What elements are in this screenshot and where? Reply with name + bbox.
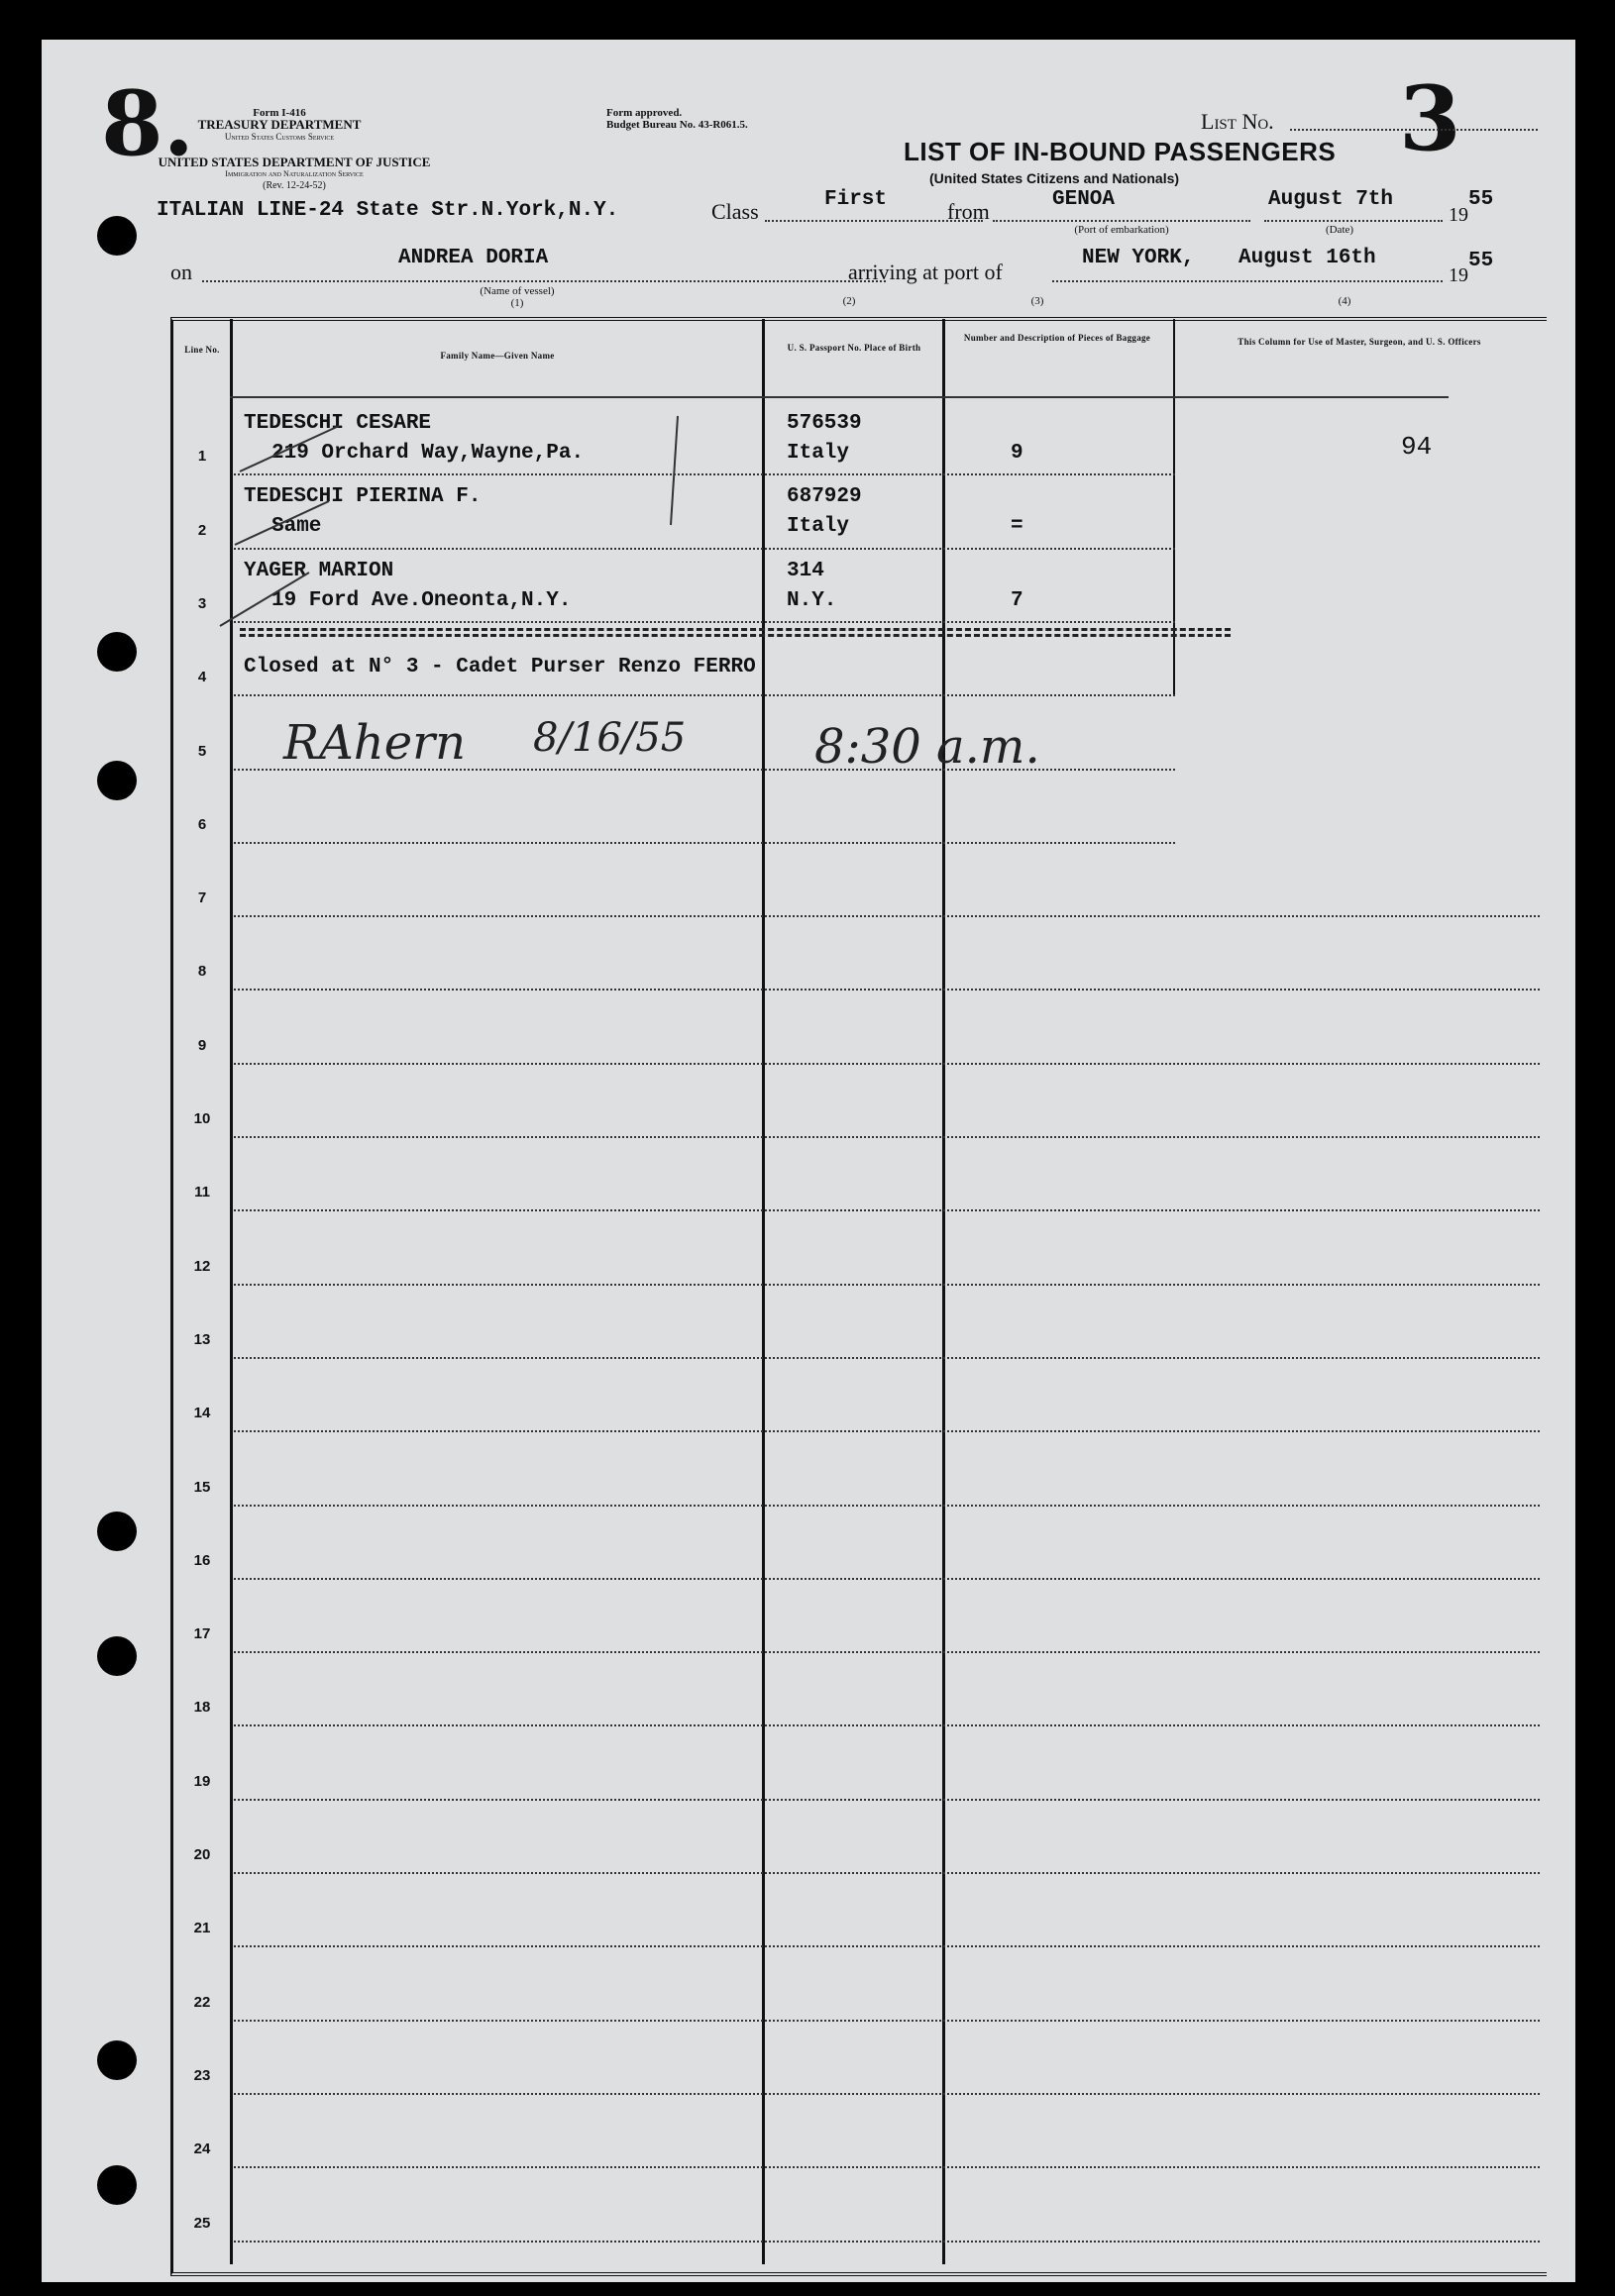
form-title: LIST OF IN-BOUND PASSENGERS [904, 137, 1337, 166]
line-number: 9 [197, 1037, 207, 1054]
baggage-count: 9 [1011, 442, 1023, 465]
manifest-page [42, 40, 1575, 2282]
handwritten-time: 8:30 a.m. [814, 719, 1040, 775]
line-number: 20 [193, 1846, 211, 1863]
pencil-marks [42, 40, 1575, 2282]
birthplace: Italy [787, 442, 850, 465]
line-number: 3 [197, 595, 207, 612]
passport-number: 576539 [787, 412, 862, 435]
col-num-2: (2) [842, 295, 856, 307]
line-number: 11 [194, 1184, 210, 1200]
hdr-name: Family Name—Given Name [440, 351, 555, 361]
col-num-3: (3) [1030, 295, 1044, 307]
passenger-address: Same [271, 515, 322, 538]
class-value: First [824, 188, 888, 211]
line-number: 2 [197, 522, 207, 539]
passenger-name: TEDESCHI CESARE [244, 412, 432, 435]
birthplace: N.Y. [787, 589, 837, 612]
sheet-mark: 8. [101, 71, 194, 176]
hdr-officers: This Column for Use of Master, Surgeon, and U. S. Officers [1238, 337, 1481, 347]
line-number: 22 [193, 1994, 211, 2011]
arrival-date: August 16th [1238, 247, 1376, 269]
vessel-name: ANDREA DORIA [398, 247, 549, 269]
line-number: 18 [193, 1699, 211, 1716]
passport-number: 687929 [787, 485, 862, 508]
arrival-port: NEW YORK, [1082, 247, 1195, 269]
line-number: 4 [197, 669, 207, 685]
passenger-address: 19 Ford Ave.Oneonta,N.Y. [271, 589, 572, 612]
port-embark-caption: (Port of embarkation) [1074, 224, 1169, 236]
officer-note: 94 [1401, 432, 1433, 462]
col-num-4: (4) [1338, 295, 1351, 307]
hdr-passport: U. S. Passport No. Place of Birth [787, 343, 921, 353]
justice-block: UNITED STATES DEPARTMENT OF JUSTICE Immigration and Naturalization Service (Rev. 12-24-52) [158, 155, 431, 191]
baggage-count: = [1011, 515, 1023, 538]
line-number: 7 [197, 889, 207, 906]
hdr-line-no: Line No. [184, 345, 220, 355]
year-prefix: 19 [1449, 204, 1468, 226]
date-caption: (Date) [1325, 224, 1354, 236]
line-number: 23 [193, 2067, 211, 2084]
line-number: 19 [193, 1773, 211, 1790]
handwritten-date: 8/16/55 [533, 715, 687, 761]
depart-date: August 7th [1268, 188, 1394, 211]
port-embark: GENOA [1052, 188, 1116, 211]
form-subtitle: (United States Citizens and Nationals) [929, 170, 1180, 186]
on-label: on [170, 260, 192, 284]
officer-signature: RAhern [283, 715, 466, 771]
list-no-label: List No. [1201, 109, 1274, 134]
year-prefix-2: 19 [1449, 264, 1468, 286]
line-number: 12 [193, 1258, 211, 1275]
form-approved: Form approved. Budget Bureau No. 43-R061.5. [606, 107, 748, 131]
class-label: Class [711, 199, 759, 224]
line-number: 17 [193, 1625, 211, 1642]
birthplace: Italy [787, 515, 850, 538]
closed-note: Closed at N° 3 - Cadet Purser Renzo FERRO [244, 656, 756, 678]
passenger-address: 219 Orchard Way,Wayne,Pa. [271, 442, 585, 465]
line-number: 16 [193, 1552, 211, 1569]
vessel-caption: (Name of vessel) (1) [480, 285, 555, 309]
year-suffix: 55 [1468, 188, 1494, 211]
line-number: 13 [193, 1331, 211, 1348]
line-number: 1 [197, 448, 207, 465]
line-number: 6 [197, 816, 207, 833]
line-number: 8 [197, 963, 207, 980]
passenger-name: YAGER MARION [244, 560, 394, 582]
line-number: 15 [193, 1479, 211, 1496]
from-label: from [947, 199, 990, 224]
line-number: 5 [197, 743, 207, 760]
line-number: 24 [193, 2140, 211, 2157]
line-number: 25 [193, 2215, 211, 2232]
shipping-line: ITALIAN LINE-24 State Str.N.York,N.Y. [157, 199, 619, 222]
baggage-count: 7 [1011, 589, 1023, 612]
line-number: 14 [193, 1405, 211, 1421]
line-number: 21 [193, 1920, 211, 1936]
arriving-label: arriving at port of [848, 260, 1003, 284]
form-id-block: Form I-416 TREASURY DEPARTMENT United States Customs Service [197, 107, 362, 142]
passport-number: 314 [787, 560, 824, 582]
line-number: 10 [193, 1110, 211, 1127]
list-number: 3 [1399, 66, 1461, 171]
passenger-name: TEDESCHI PIERINA F. [244, 485, 482, 508]
hdr-baggage: Number and Description of Pieces of Baggage [963, 333, 1151, 343]
year-suffix-2: 55 [1468, 250, 1494, 272]
